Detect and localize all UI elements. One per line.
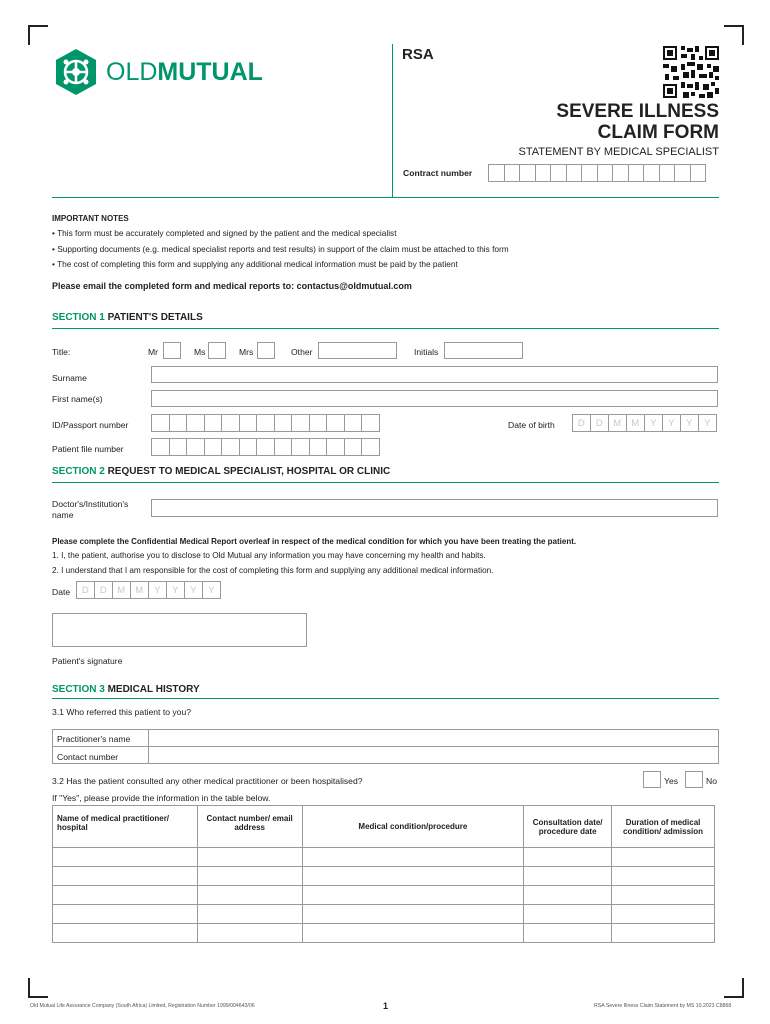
col-duration: Duration of medical condition/ admission bbox=[612, 806, 715, 848]
if-yes-instruction: If "Yes", please provide the information in the table below. bbox=[52, 793, 271, 803]
ms-label: Ms bbox=[194, 347, 206, 357]
no-checkbox[interactable] bbox=[685, 771, 703, 788]
table-cell[interactable] bbox=[612, 905, 715, 924]
date-label: Date bbox=[52, 587, 71, 597]
table-cell[interactable] bbox=[524, 886, 612, 905]
ms-checkbox[interactable] bbox=[208, 342, 226, 359]
table-cell[interactable] bbox=[197, 905, 302, 924]
footer-form-code: RSA Severe Illness Claim Statement by MS 10.2023 C8868 bbox=[594, 1003, 732, 1009]
crop-mark-top-left bbox=[28, 25, 48, 45]
doctor-name-label: Doctor's/Institution's name bbox=[52, 499, 129, 520]
patient-file-label: Patient file number bbox=[52, 444, 124, 454]
col-consultation-date: Consultation date/ procedure date bbox=[524, 806, 612, 848]
table-row bbox=[53, 848, 715, 867]
signature-label: Patient's signature bbox=[52, 656, 123, 666]
table-row bbox=[53, 886, 715, 905]
initials-input[interactable] bbox=[444, 342, 523, 359]
table-cell[interactable] bbox=[524, 848, 612, 867]
table-cell[interactable] bbox=[53, 848, 198, 867]
col-contact: Contact number/ email address bbox=[197, 806, 302, 848]
header-rule bbox=[52, 197, 719, 198]
table-cell[interactable] bbox=[53, 905, 198, 924]
old-mutual-wordmark: OLDMUTUAL bbox=[106, 58, 263, 86]
medical-history-table bbox=[52, 805, 715, 943]
contract-number-label: Contract number bbox=[403, 168, 473, 178]
mrs-label: Mrs bbox=[239, 347, 254, 357]
table-cell[interactable] bbox=[302, 886, 524, 905]
table-header-row bbox=[53, 806, 715, 848]
table-cell[interactable] bbox=[53, 867, 198, 886]
crop-mark-top-right bbox=[724, 25, 744, 45]
practitioner-name-label: Practitioner's name bbox=[57, 734, 131, 744]
consent-1: 1. I, the patient, authorise you to disclose to Old Mutual any information you may have concerning my health and habits. bbox=[52, 551, 486, 560]
first-names-input[interactable] bbox=[151, 390, 718, 407]
table-cell[interactable] bbox=[197, 924, 302, 943]
table-cell[interactable] bbox=[302, 924, 524, 943]
form-title: SEVERE ILLNESS CLAIM FORM bbox=[556, 101, 719, 143]
patient-signature-box[interactable] bbox=[52, 613, 307, 647]
yes-label: Yes bbox=[664, 776, 679, 786]
qr-code-icon bbox=[663, 46, 719, 100]
section3-rule bbox=[52, 698, 719, 699]
table-row bbox=[53, 867, 715, 886]
mr-checkbox[interactable] bbox=[163, 342, 181, 359]
col-practitioner: Name of medical practitioner/ hospital bbox=[53, 806, 198, 848]
initials-label: Initials bbox=[414, 347, 439, 357]
page-number: 1 bbox=[383, 1001, 389, 1011]
table-row bbox=[53, 924, 715, 943]
other-title-input[interactable] bbox=[318, 342, 397, 359]
contact-number-label: Contact number bbox=[57, 752, 119, 762]
question-3-2: 3.2 Has the patient consulted any other medical practitioner or been hospitalised? bbox=[52, 776, 363, 786]
id-passport-input[interactable] bbox=[151, 414, 379, 432]
table-cell[interactable] bbox=[197, 886, 302, 905]
table-cell[interactable] bbox=[197, 867, 302, 886]
table-cell[interactable] bbox=[197, 848, 302, 867]
table-cell[interactable] bbox=[612, 886, 715, 905]
dob-label: Date of birth bbox=[508, 420, 555, 430]
consent-2: 2. I understand that I am responsible for the cost of completing this form and supplying any additional medical information. bbox=[52, 566, 494, 575]
table-cell[interactable] bbox=[524, 867, 612, 886]
other-label: Other bbox=[291, 347, 313, 357]
practitioner-name-input[interactable] bbox=[149, 730, 718, 746]
notes-heading: IMPORTANT NOTES bbox=[52, 214, 129, 223]
question-3-1: 3.1 Who referred this patient to you? bbox=[52, 707, 192, 717]
old-mutual-logo-icon bbox=[52, 48, 100, 98]
notes-list bbox=[52, 228, 509, 275]
crop-mark-bottom-right bbox=[724, 978, 744, 998]
table-cell[interactable] bbox=[524, 924, 612, 943]
header-divider bbox=[392, 44, 393, 198]
mrs-checkbox[interactable] bbox=[257, 342, 275, 359]
first-names-label: First name(s) bbox=[52, 394, 103, 404]
crop-mark-bottom-left bbox=[28, 978, 48, 998]
table-cell[interactable] bbox=[612, 924, 715, 943]
table-cell[interactable] bbox=[53, 886, 198, 905]
section1-rule bbox=[52, 328, 719, 329]
section2-heading: SECTION 2 REQUEST TO MEDICAL SPECIALIST, HOSPITAL OR CLINIC bbox=[52, 466, 391, 477]
contact-number-input[interactable] bbox=[149, 747, 718, 763]
table-cell[interactable] bbox=[612, 867, 715, 886]
note-item: • The cost of completing this form and supplying any additional medical information must be paid by the patient bbox=[52, 259, 509, 269]
region-label: RSA bbox=[402, 46, 434, 63]
table-cell[interactable] bbox=[53, 924, 198, 943]
email-instruction: Please email the completed form and medical reports to: contactus@oldmutual.com bbox=[52, 281, 412, 291]
table-cell[interactable] bbox=[302, 905, 524, 924]
table-cell[interactable] bbox=[302, 848, 524, 867]
no-label: No bbox=[706, 776, 717, 786]
surname-input[interactable] bbox=[151, 366, 718, 383]
note-item: • This form must be accurately completed and signed by the patient and the medical specialist bbox=[52, 228, 509, 238]
contract-number-input[interactable] bbox=[488, 164, 705, 182]
dob-input[interactable]: D D M M Y Y Y Y bbox=[572, 414, 716, 432]
title-label: Title: bbox=[52, 347, 71, 357]
table-cell[interactable] bbox=[302, 867, 524, 886]
footer-legal: Old Mutual Life Assurance Company (South Africa) Limited, Registration Number 1999/004643/06 bbox=[30, 1003, 255, 1009]
section2-rule bbox=[52, 482, 719, 483]
section3-heading: SECTION 3 MEDICAL HISTORY bbox=[52, 684, 200, 695]
patient-file-input[interactable] bbox=[151, 438, 379, 456]
id-passport-label: ID/Passport number bbox=[52, 420, 129, 430]
consent-date-input[interactable]: D D M M Y Y Y Y bbox=[76, 581, 220, 599]
note-item: • Supporting documents (e.g. medical specialist reports and test results) in support of the claim must be attached to this form bbox=[52, 244, 509, 254]
table-cell[interactable] bbox=[524, 905, 612, 924]
table-cell[interactable] bbox=[612, 848, 715, 867]
form-subtitle: STATEMENT BY MEDICAL SPECIALIST bbox=[518, 146, 719, 158]
specialist-instruction: Please complete the Confidential Medical Report overleaf in respect of the medical condition for which you have been treating the patient. bbox=[52, 537, 577, 546]
surname-label: Surname bbox=[52, 373, 87, 383]
yes-checkbox[interactable] bbox=[643, 771, 661, 788]
doctor-name-input[interactable] bbox=[151, 499, 718, 517]
mr-label: Mr bbox=[148, 347, 159, 357]
col-condition: Medical condition/procedure bbox=[302, 806, 524, 848]
table-row bbox=[53, 905, 715, 924]
section1-heading: SECTION 1 PATIENT'S DETAILS bbox=[52, 312, 203, 323]
